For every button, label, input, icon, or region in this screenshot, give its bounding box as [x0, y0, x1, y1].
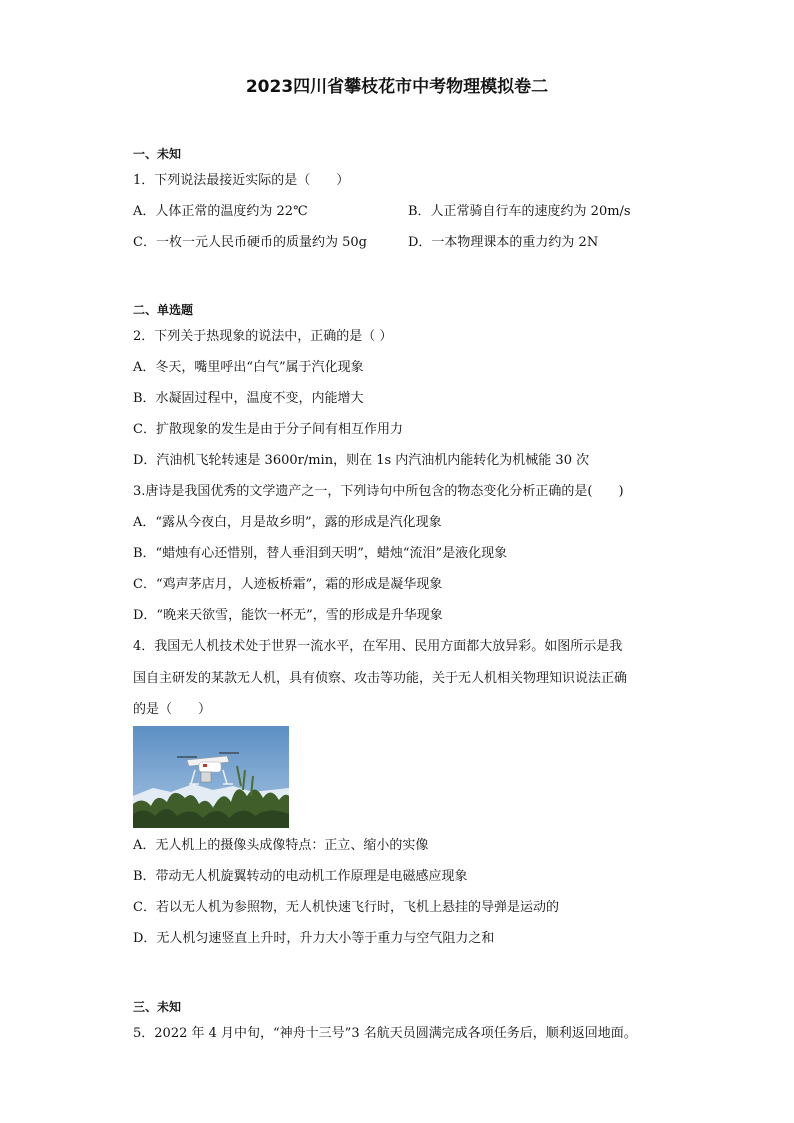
question-2-option-c: C．扩散现象的发生是由于分子间有相互作用力 [133, 422, 403, 437]
question-2-option-b: B．水凝固过程中，温度不变，内能增大 [133, 391, 364, 406]
question-2-stem: 2．下列关于热现象的说法中，正确的是（ ） [133, 329, 393, 344]
question-4-option-a: A．无人机上的摄像头成像特点：正立、缩小的实像 [133, 838, 429, 853]
question-1-option-a: A．人体正常的温度约为 22℃ [133, 204, 308, 219]
question-3-option-c: C．“鸡声茅店月，人迹板桥霜”，霜的形成是凝华现象 [133, 577, 443, 592]
question-4-option-c: C．若以无人机为参照物，无人机快速飞行时，飞机上悬挂的导弹是运动的 [133, 900, 559, 915]
question-1-option-d: D．一本物理课本的重力约为 2N [408, 235, 599, 250]
question-1-stem: 1．下列说法最接近实际的是（ ） [133, 173, 350, 188]
question-3-stem: 3.唐诗是我国优秀的文学遗产之一，下列诗句中所包含的物态变化分析正确的是( ) [133, 484, 624, 499]
section-heading-1: 一、未知 [133, 147, 182, 161]
drone-photo [133, 726, 289, 828]
question-2-option-d: D．汽油机飞轮转速是 3600r/min，则在 1s 内汽油机内能转化为机械能 30 次 [133, 453, 590, 468]
question-3-option-b: B．“蜡烛有心还惜别，替人垂泪到天明”，蜡烛“流泪”是液化现象 [133, 546, 508, 561]
question-3-option-d: D．“晚来天欲雪，能饮一杯无”，雪的形成是升华现象 [133, 608, 443, 623]
section-heading-3: 三、未知 [133, 1000, 182, 1014]
question-4-stem-line-3: 的是（ ） [133, 702, 212, 717]
question-1-option-b: B．人正常骑自行车的速度约为 20m/s [408, 204, 631, 219]
question-1-option-c: C．一枚一元人民币硬币的质量约为 50g [133, 235, 367, 250]
question-2-option-a: A．冬天，嘴里呼出“白气”属于汽化现象 [133, 360, 364, 375]
question-4-stem-line-2: 国自主研发的某款无人机，具有侦察、攻击等功能，关于无人机相关物理知识说法正确 [133, 671, 628, 686]
page-title: 2023四川省攀枝花市中考物理模拟卷二 [245, 77, 549, 97]
question-5-stem: 5．2022 年 4 月中旬，“神舟十三号”3 名航天员圆满完成各项任务后，顺利返回地面。 [133, 1026, 637, 1041]
question-4-option-d: D．无人机匀速竖直上升时，升力大小等于重力与空气阻力之和 [133, 931, 495, 946]
question-3-option-a: A．“露从今夜白，月是故乡明”，露的形成是汽化现象 [133, 515, 442, 530]
question-4-option-b: B．带动无人机旋翼转动的电动机工作原理是电磁感应现象 [133, 869, 468, 884]
question-4-stem-line-1: 4．我国无人机技术处于世界一流水平，在军用、民用方面都大放异彩。如图所示是我 [133, 639, 623, 654]
section-heading-2: 二、单选题 [133, 303, 194, 317]
drone-illustration [133, 726, 289, 828]
